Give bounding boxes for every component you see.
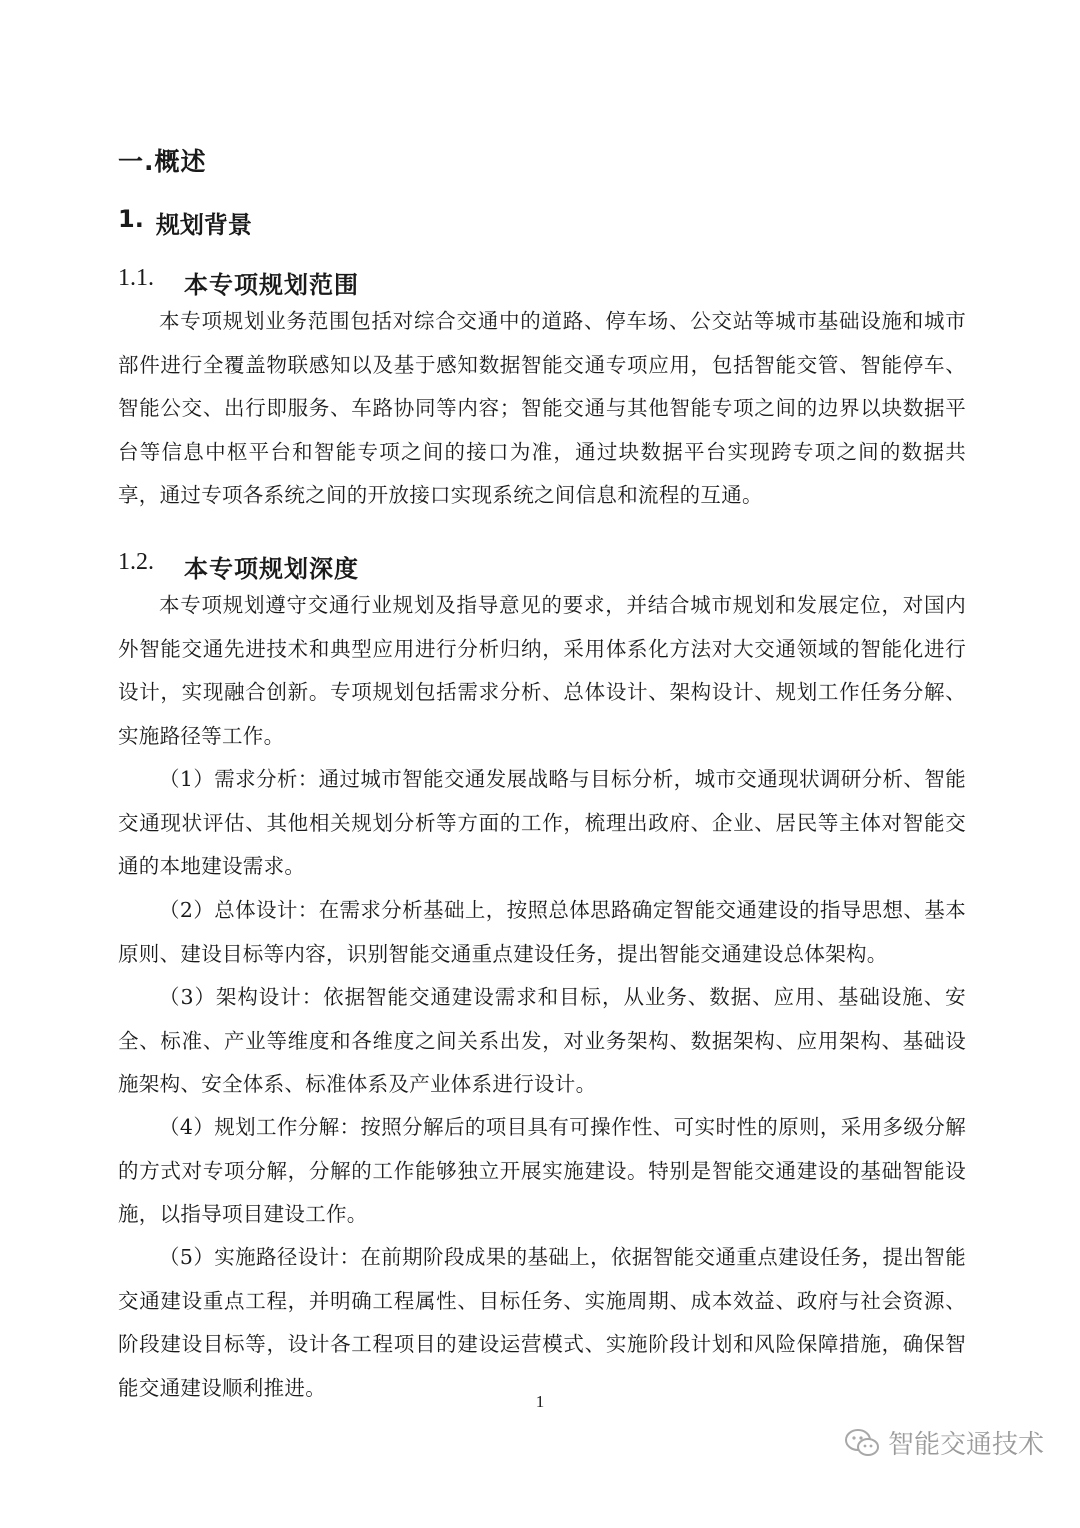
page-number: 1 <box>535 1392 545 1411</box>
watermark <box>844 1424 1044 1461</box>
list-item-implementation-path: （5）实施路径设计：在前期阶段成果的基础上，依据智能交通重点建设任务，提出智能交通建设重点工程，并明确工程属性、目标任务、实施周期、成本效益、政府与社会资源、阶段建设目标等，设计各工程项目的建设运营模式、实施阶段计划和风险保障措施，确保智能交通建设顺利推进。 <box>118 1245 966 1400</box>
heading-overview: 一.概述 <box>118 147 207 176</box>
list-item-architecture-design: （3）架构设计：依据智能交通建设需求和目标，从业务、数据、应用、基础设施、安全、标准、产业等维度和各维度之间关系出发，对业务架构、数据架构、应用架构、基础设施架构、安全体系、标准体系及产业体系进行设计。 <box>118 985 966 1097</box>
list-item-requirements-analysis: （1）需求分析：通过城市智能交通发展战略与目标分析，城市交通现状调研分析、智能交通现状评估、其他相关规划分析等方面的工作，梳理出政府、企业、居民等主体对智能交通的本地建设需求。 <box>118 767 966 879</box>
wechat-icon <box>844 1428 880 1458</box>
paragraph-scope: 本专项规划业务范围包括对综合交通中的道路、停车场、公交站等城市基础设施和城市部件进行全覆盖物联感知以及基于感知数据智能交通专项应用，包括智能交管、智能停车、智能公交、出行即服务、车路协同等内容；智能交通与其他智能专项之间的边界以块数据平台等信息中枢平台和智能专项之间的接口为准，通过块数据平台实现跨专项之间的数据共享，通过专项各系统之间的开放接口实现系统之间信息和流程的互通。 <box>118 309 966 508</box>
heading-number: 1. <box>118 205 144 233</box>
list-item-overall-design: （2）总体设计：在需求分析基础上，按照总体思路确定智能交通建设的指导思想、基本原则、建设目标等内容，识别智能交通重点建设任务，提出智能交通建设总体架构。 <box>118 898 966 966</box>
heading-title: 规划背景 <box>155 211 252 239</box>
section-number: 1.1. <box>118 265 154 291</box>
list-item-work-breakdown: （4）规划工作分解：按照分解后的项目具有可操作性、可实时性的原则，采用多级分解的方式对专项分解，分解的工作能够独立开展实施建设。特别是智能交通建设的基础智能设施，以指导项目建设工作。 <box>118 1115 966 1227</box>
heading-section-1-2 <box>118 549 359 584</box>
watermark-text: 智能交通技术 <box>887 1430 1044 1460</box>
heading-section-1-1 <box>118 265 359 300</box>
heading-planning-background <box>118 205 252 240</box>
section-title: 本专项规划范围 <box>184 271 359 299</box>
section-title: 本专项规划深度 <box>184 555 359 583</box>
section-number: 1.2. <box>118 549 154 575</box>
paragraph-depth: 本专项规划遵守交通行业规划及指导意见的要求，并结合城市规划和发展定位，对国内外智能交通先进技术和典型应用进行分析归纳，采用体系化方法对大交通领域的智能化进行设计，实现融合创新。专项规划包括需求分析、总体设计、架构设计、规划工作任务分解、实施路径等工作。 <box>118 593 966 748</box>
